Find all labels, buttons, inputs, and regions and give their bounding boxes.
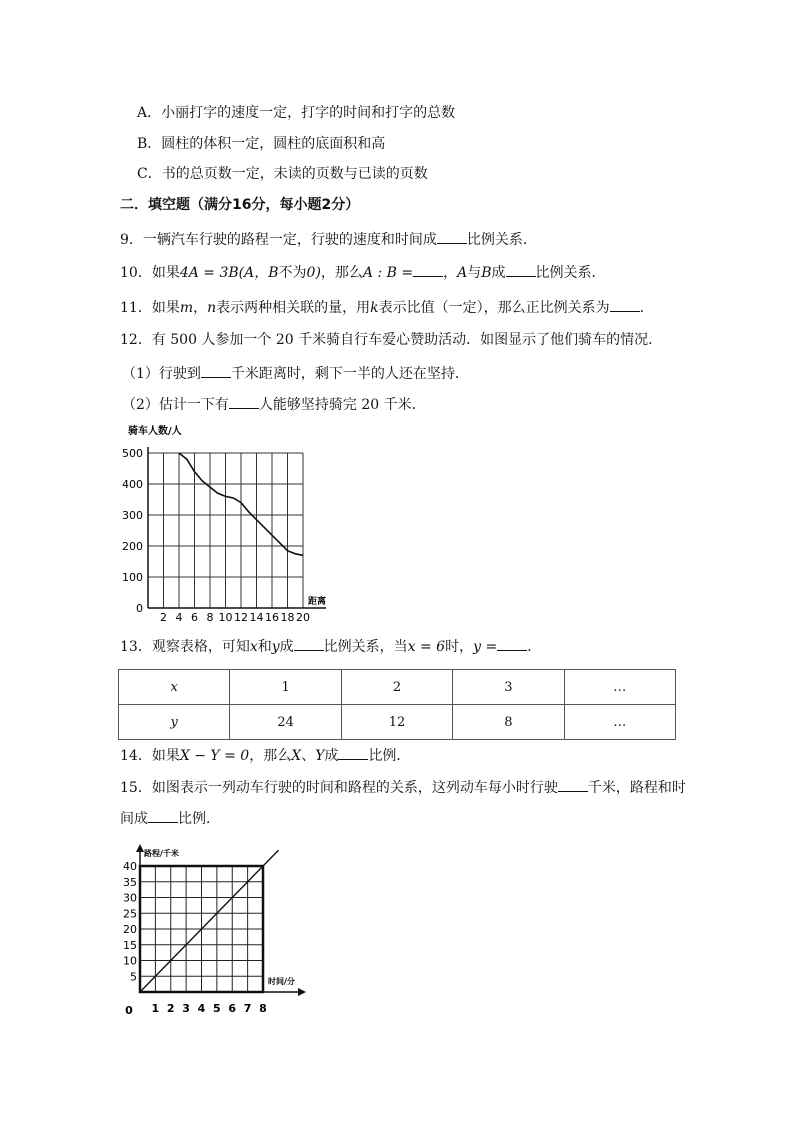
table-cell: 8 [453, 705, 564, 740]
x-tick-label: 16 [265, 611, 279, 624]
table-cell: 2 [341, 670, 452, 705]
table-cell: … [564, 670, 675, 705]
question-9: 9．一辆汽车行驶的路程一定，行驶的速度和时间成 比例关系． [120, 229, 537, 250]
answer-blank[interactable] [338, 745, 368, 760]
y-tick-label: 30 [123, 891, 137, 905]
y-tick-label: 35 [123, 875, 137, 889]
table-cell: x [119, 670, 230, 705]
x-tick-label: 4 [175, 611, 183, 624]
y-tick-label: 5 [130, 970, 137, 984]
x-tick-label: 14 [249, 611, 264, 624]
question-15-line-2: 间成 比例． [120, 808, 220, 829]
answer-blank[interactable] [201, 363, 231, 378]
origin-label: 0 [125, 1004, 133, 1017]
table-cell: y [119, 705, 230, 740]
x-axis-arrow-icon [298, 988, 306, 996]
option-c: C．书的总页数一定，未读的页数与已读的页数 [137, 166, 428, 182]
y-tick-label: 15 [123, 938, 137, 952]
answer-blank[interactable] [229, 394, 259, 409]
answer-blank[interactable] [437, 229, 467, 244]
x-tick-label: 10 [218, 611, 233, 624]
question-11: 11．如果m，n表示两种相关联的量，用k表示比值（一定），那么正比例关系为 ． [120, 297, 654, 318]
series-line [140, 850, 278, 992]
question-12-part-1: （1）行驶到 千米距离时，剩下一半的人还在坚持． [122, 363, 469, 384]
y-axis-label: 路程/千米 [144, 849, 179, 858]
answer-blank[interactable] [610, 297, 640, 312]
table-row [119, 670, 676, 705]
y-tick-label: 20 [123, 923, 137, 936]
x-tick-label: 20 [296, 611, 310, 624]
y-tick-label: 0 [136, 602, 143, 615]
table-cell: 3 [453, 670, 564, 705]
question-13: 13．观察表格，可知x和y成 比例关系，当x = 6时，y = ． [120, 636, 541, 657]
x-axis-label: 时间/分 [268, 977, 295, 986]
section-title: 二．填空题（满分16分，每小题2分） [120, 197, 360, 213]
y-tick-label: 10 [123, 954, 137, 968]
question-10: 10．如果4A = 3B(A，B不为0)，那么A : B = ，A与B成 比例关系． [120, 262, 606, 283]
answer-blank[interactable] [294, 636, 324, 651]
answer-blank[interactable] [558, 777, 588, 792]
table-cell: 1 [230, 670, 341, 705]
y-tick-label: 25 [123, 907, 137, 921]
question-12-stem: 12．有 500 人参加一个 20 千米骑自行车爱心赞助活动．如图显示了他们骑车的情况． [120, 332, 663, 348]
question-14: 14．如果X − Y = 0，那么X、Y成 比例． [120, 745, 410, 766]
answer-blank[interactable] [506, 262, 536, 277]
x-tick-label: 7 [243, 1002, 252, 1015]
riders-distance-chart [118, 420, 338, 626]
y-axis-arrow-icon [136, 844, 144, 852]
table-cell: … [564, 705, 675, 740]
y-tick-label: 100 [122, 571, 143, 584]
x-tick-label: 6 [228, 1002, 237, 1015]
option-b: B．圆柱的体积一定，圆柱的底面积和高 [137, 136, 386, 152]
x-tick-label: 18 [280, 611, 295, 624]
answer-blank[interactable] [497, 636, 527, 651]
y-axis-label: 骑车人数/人 [128, 426, 182, 437]
y-tick-label: 400 [122, 478, 143, 491]
x-tick-label: 12 [234, 611, 248, 624]
x-tick-label: 1 [151, 1002, 160, 1015]
question-15-line-1: 15．如图表示一列动车行驶的时间和路程的关系，这列动车每小时行驶 千米，路程和时 [120, 777, 686, 798]
table-cell: 24 [230, 705, 341, 740]
train-distance-time-chart [118, 840, 318, 1018]
answer-blank[interactable] [148, 808, 178, 823]
xy-table [118, 669, 676, 740]
x-tick-label: 5 [213, 1002, 221, 1015]
x-tick-label: 8 [259, 1002, 267, 1015]
y-tick-label: 300 [122, 509, 143, 522]
x-tick-label: 4 [197, 1002, 206, 1015]
x-tick-label: 6 [191, 611, 198, 624]
option-a: A．小丽打字的速度一定，打字的时间和打字的总数 [137, 105, 456, 121]
answer-blank[interactable] [413, 262, 443, 277]
question-12-part-2: （2）估计一下有 人能够坚持骑完 20 千米． [122, 394, 426, 415]
y-tick-label: 500 [122, 447, 143, 460]
x-tick-label: 2 [166, 1002, 175, 1015]
table-cell: 12 [341, 705, 452, 740]
y-tick-label: 200 [122, 540, 143, 553]
x-tick-label: 3 [182, 1002, 190, 1015]
x-tick-label: 8 [206, 611, 214, 624]
x-axis-label: 距离 [308, 597, 327, 607]
y-tick-label: 40 [123, 860, 137, 873]
table-row [119, 705, 676, 740]
x-tick-label: 2 [160, 611, 167, 624]
